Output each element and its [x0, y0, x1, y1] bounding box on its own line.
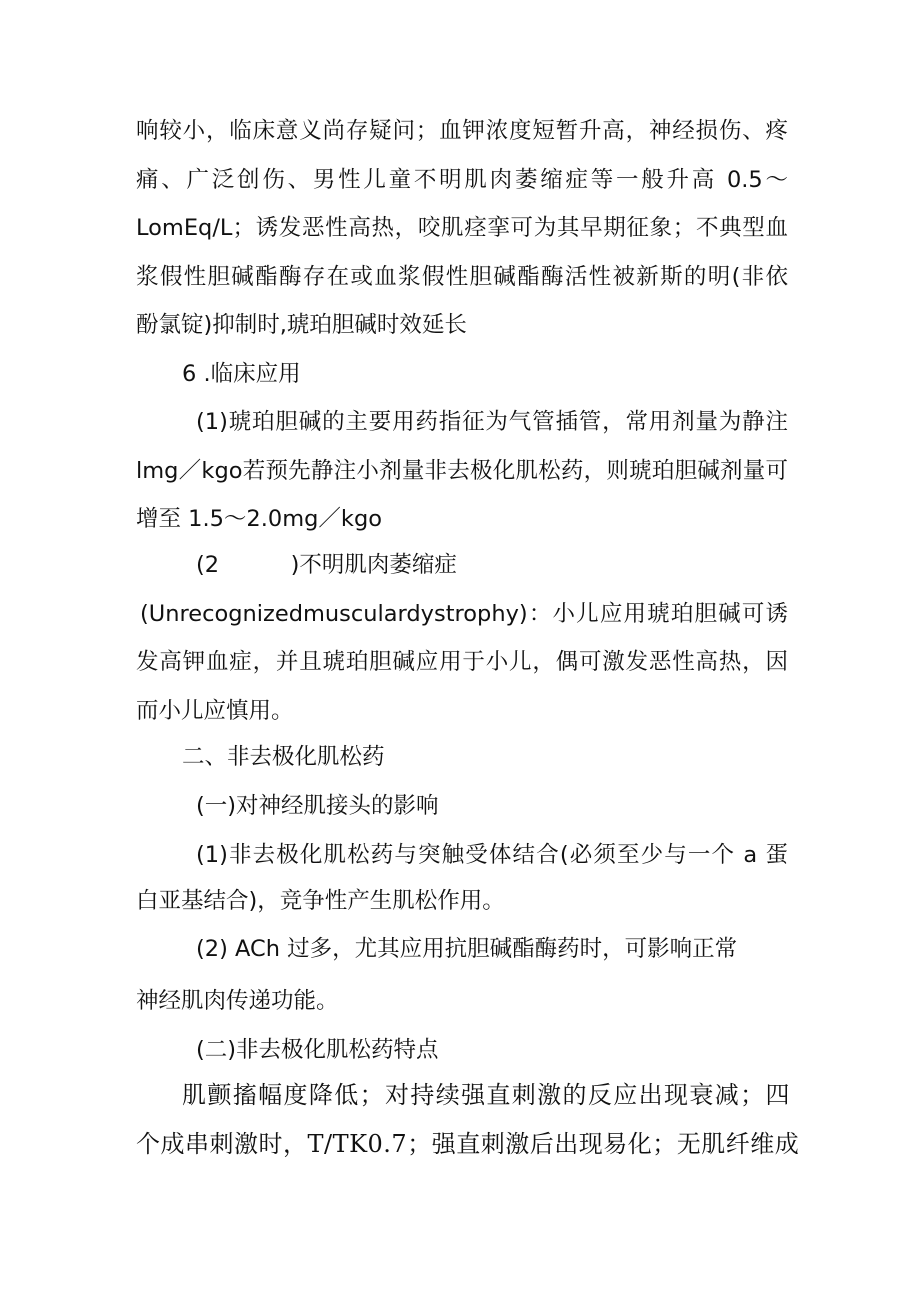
- text-line-16: (1)非去极化肌松药与突触受体结合(必须至少与一个 a 蛋: [196, 842, 788, 868]
- text-line-7: (1)琥珀胆碱的主要用药指征为气管插管，常用剂量为静注: [196, 409, 788, 435]
- text-line-19: 神经肌肉传递功能。: [136, 988, 339, 1014]
- text-line-10: (2 )不明肌肉萎缩症: [196, 552, 457, 578]
- text-line-11: (Unrecognizedmusculardystrophy)：小儿应用琥珀胆碱可诱: [140, 601, 788, 627]
- text-line-3: LomEq/L；诱发恶性高热，咬肌痉挛可为其早期征象；不典型血: [136, 215, 788, 241]
- text-line-22: 个成串刺激时，T/TK0.7；强直刺激后出现易化；无肌纤维成: [136, 1130, 800, 1158]
- subheading-nmj-effects: (一)对神经肌接头的影响: [196, 793, 439, 819]
- text-line-1: 响较小，临床意义尚存疑问；血钾浓度短暂升高，神经损伤、疼: [136, 118, 788, 144]
- text-line-4: 浆假性胆碱酯酶存在或血浆假性胆碱酯酶活性被新斯的明(非依: [136, 264, 788, 290]
- text-line-2: 痛、广泛创伤、男性儿童不明肌肉萎缩症等一般升高 0.5～: [136, 167, 788, 193]
- section-heading-clinical-use: 6 .临床应用: [182, 361, 301, 387]
- text-line-17: 白亚基结合)，竞争性产生肌松作用。: [136, 888, 505, 914]
- text-line-12: 发高钾血症，并且琥珀胆碱应用于小儿，偶可激发恶性高热，因: [136, 649, 788, 675]
- text-line-8: lmg／kgo若预先静注小剂量非去极化肌松药，则琥珀胆碱剂量可: [136, 458, 788, 484]
- text-line-18: (2) ACh 过多，尤其应用抗胆碱酯酶药时，可影响正常: [196, 936, 738, 962]
- section-heading-nondepolarizing: 二、非去极化肌松药: [182, 744, 385, 770]
- text-line-13: 而小儿应慎用。: [136, 698, 294, 724]
- subheading-nondepolarizing-features: (二)非去极化肌松药特点: [196, 1037, 439, 1063]
- text-line-9: 增至 1.5～2.0mg／kgo: [136, 506, 382, 532]
- text-line-5: 酚氯锭)抑制时,琥珀胆碱时效延长: [136, 312, 467, 338]
- text-line-21: 肌颤搐幅度降低；对持续强直刺激的反应出现衰减；四: [182, 1081, 790, 1109]
